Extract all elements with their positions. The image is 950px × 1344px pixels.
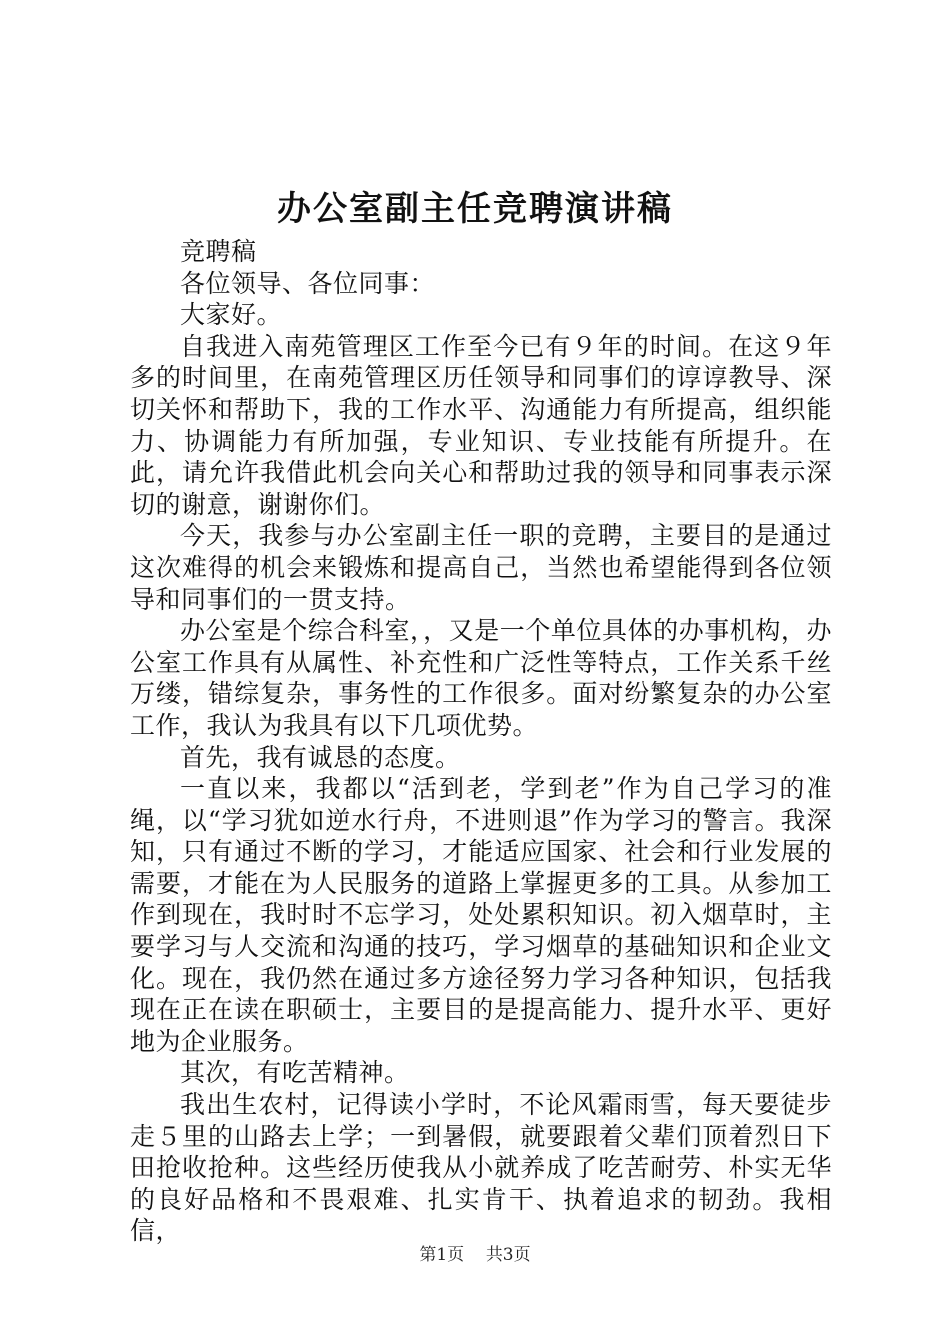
- paragraph: 大家好。: [180, 300, 283, 330]
- paragraph: 自我进入南苑管理区工作至今已有９年的时间。在这９年多的时间里，在南苑管理区历任领导和同事们的谆谆教导、深切关怀和帮助下，我的工作水平、沟通能力有所提高，组织能力、协调能力有所加强，专业知识、专业技能有所提升。在此，请允许我借此机会向关心和帮助过我的领导和同事表示深切的谢意，谢谢你们。: [130, 331, 832, 519]
- paragraph: 竞聘稿: [180, 237, 257, 266]
- paragraph: 各位领导、各位同事：: [180, 268, 436, 298]
- page-total: 共3页: [485, 1245, 531, 1265]
- paragraph: 我出生农村，记得读小学时，不论风霜雨雪，每天要徒步走５里的山路去上学；一到暑假，就要跟着父辈们顶着烈日下田抢收抢种。这些经历使我从小就养成了吃苦耐劳、朴实无华的良好品格和不畏艰难、扎实肯干、执着追求的韧劲。我相信，: [130, 1090, 832, 1246]
- paragraph: 办公室是个综合科室，，又是一个单位具体的办事机构，办公室工作具有从属性、补充性和广泛性等特点，工作关系千丝万缕，错综复杂，事务性的工作很多。面对纷繁复杂的办公室工作，我认为我具有以下几项优势。: [130, 616, 832, 740]
- paragraph: 一直以来，我都以“活到老，学到老”作为自己学习的准绳，以“学习犹如逆水行舟，不进则退”作为学习的警言。我深知，只有通过不断的学习，才能适应国家、社会和行业发展的需要，才能在为人民服务的道路上掌握更多的工具。从参加工作到现在，我时时不忘学习，处处累积知识。初入烟草时，主要学习与人交流和沟通的技巧，学习烟草的基础知识和企业文化。现在，我仍然在通过多方途径努力学习各种知识，包括我现在正在读在职硕士，主要目的是提高能力、提升水平、更好地为企业服务。: [130, 774, 832, 1056]
- footer-separator: [470, 1245, 481, 1265]
- paragraph: 其次，有吃苦精神。: [180, 1058, 410, 1088]
- page-footer: [0, 1243, 950, 1267]
- paragraph: 今天，我参与办公室副主任一职的竞聘，主要目的是通过这次难得的机会来锻炼和提高自己，当然也希望能得到各位领导和同事们的一贯支持。: [130, 521, 832, 614]
- page-number: 第1页: [419, 1245, 465, 1265]
- paragraph: 首先，我有诚恳的态度。: [180, 742, 461, 772]
- document-title: 办公室副主任竞聘演讲稿: [277, 189, 673, 229]
- document-body: [130, 236, 832, 1247]
